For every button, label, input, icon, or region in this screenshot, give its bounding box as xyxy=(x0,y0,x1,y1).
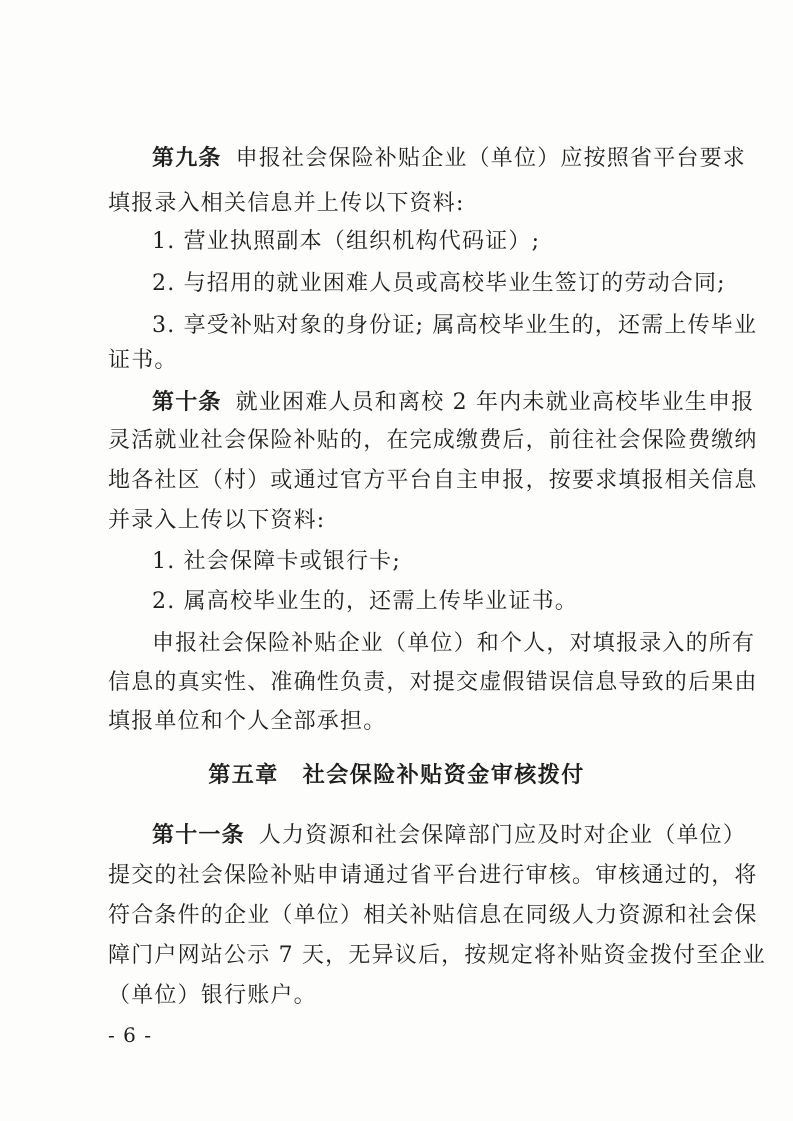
declaration-line-3: 填报单位和个人全部承担。 xyxy=(108,709,387,734)
article-9-line-2: 填报录入相关信息并上传以下资料: xyxy=(108,191,465,216)
article-10-text: 就业困难人员和离校 2 年内未就业高校毕业生申报 xyxy=(235,390,755,415)
article-11-text: 人力资源和社会保障部门应及时对企业（单位） xyxy=(258,823,747,848)
article-11-line-2: 提交的社会保险补贴申请通过省平台进行审核。审核通过的，将 xyxy=(108,863,758,888)
article-10-item-2: 2. 属高校毕业生的，还需上传毕业证书。 xyxy=(152,589,578,614)
article-9-item-3-line-2: 证书。 xyxy=(108,348,178,373)
declaration-line-2: 信息的真实性、准确性负责，对提交虚假错误信息导致的后果由 xyxy=(108,670,758,695)
chapter-5-title: 社会保险补贴资金审核拨付 xyxy=(302,763,585,788)
article-9-text: 申报社会保险补贴企业（单位）应按照省平台要求 xyxy=(235,146,747,171)
chapter-5-heading xyxy=(0,761,793,791)
article-10-line-3: 地各社区（村）或通过官方平台自主申报，按要求填报相关信息 xyxy=(108,468,758,493)
article-10-line-2: 灵活就业社会保险补贴的，在完成缴费后，前往社会保险费缴纳 xyxy=(108,428,758,453)
article-10-line-4: 并录入上传以下资料: xyxy=(108,508,326,533)
article-10-item-1: 1. 社会保障卡或银行卡; xyxy=(152,549,401,574)
article-11-line-1 xyxy=(152,821,746,851)
article-11-line-5: （单位）银行账户。 xyxy=(108,983,317,1008)
article-10-line-1 xyxy=(152,388,754,418)
article-9-line-1 xyxy=(152,144,746,174)
page-number: - 6 - xyxy=(108,1023,152,1047)
article-9-item-1: 1. 营业执照副本（组织机构代码证）; xyxy=(152,229,541,254)
chapter-5-number: 第五章 xyxy=(208,763,279,788)
article-11-label: 第十一条 xyxy=(152,823,245,848)
article-9-item-3-line-1: 3. 享受补贴对象的身份证; 属高校毕业生的，还需上传毕业 xyxy=(152,313,758,338)
article-11-line-3: 符合条件的企业（单位）相关补贴信息在同级人力资源和社会保 xyxy=(108,903,758,928)
article-9-label: 第九条 xyxy=(152,146,222,171)
article-10-label: 第十条 xyxy=(152,390,222,415)
declaration-line-1: 申报社会保险补贴企业（单位）和个人，对填报录入的所有 xyxy=(152,631,756,656)
article-9-item-2: 2. 与招用的就业困难人员或高校毕业生签订的劳动合同; xyxy=(152,271,726,296)
article-11-line-4: 障门户网站公示 7 天，无异议后，按规定将补贴资金拨付至企业 xyxy=(108,943,766,968)
